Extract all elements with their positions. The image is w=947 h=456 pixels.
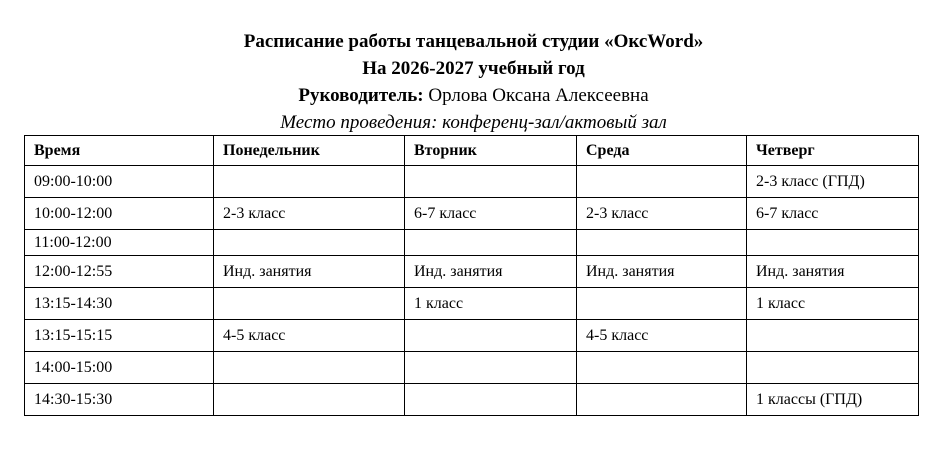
cell-time: 12:00-12:55 bbox=[25, 256, 214, 288]
cell-thursday: 2-3 класс (ГПД) bbox=[747, 166, 919, 198]
cell-wednesday bbox=[577, 288, 747, 320]
cell-thursday: 6-7 класс bbox=[747, 198, 919, 230]
cell-tuesday bbox=[405, 320, 577, 352]
column-header-time: Время bbox=[25, 136, 214, 166]
column-header-thursday: Четверг bbox=[747, 136, 919, 166]
cell-wednesday: 2-3 класс bbox=[577, 198, 747, 230]
cell-tuesday bbox=[405, 352, 577, 384]
cell-monday bbox=[214, 288, 405, 320]
cell-time: 14:00-15:00 bbox=[25, 352, 214, 384]
document-title: Расписание работы танцевальной студии «ОксWord» bbox=[243, 31, 704, 52]
cell-time: 13:15-15:15 bbox=[25, 320, 214, 352]
table-row bbox=[25, 230, 919, 256]
cell-thursday: 1 классы (ГПД) bbox=[747, 384, 919, 416]
cell-monday: 4-5 класс bbox=[214, 320, 405, 352]
cell-time: 14:30-15:30 bbox=[25, 384, 214, 416]
cell-thursday bbox=[747, 230, 919, 256]
cell-tuesday bbox=[405, 166, 577, 198]
cell-tuesday: 1 класс bbox=[405, 288, 577, 320]
leader-line bbox=[0, 84, 947, 108]
cell-monday: Инд. занятия bbox=[214, 256, 405, 288]
table-row bbox=[25, 256, 919, 288]
cell-tuesday: 6-7 класс bbox=[405, 198, 577, 230]
cell-wednesday bbox=[577, 384, 747, 416]
cell-thursday: Инд. занятия bbox=[747, 256, 919, 288]
table-row bbox=[25, 320, 919, 352]
cell-time: 09:00-10:00 bbox=[25, 166, 214, 198]
cell-monday: 2-3 класс bbox=[214, 198, 405, 230]
cell-tuesday bbox=[405, 230, 577, 256]
cell-wednesday bbox=[577, 166, 747, 198]
leader-name: Орлова Оксана Алексеевна bbox=[428, 85, 649, 106]
schedule-table bbox=[24, 135, 919, 416]
table-row bbox=[25, 384, 919, 416]
cell-thursday: 1 класс bbox=[747, 288, 919, 320]
table-header-row bbox=[25, 136, 919, 166]
column-header-tuesday: Вторник bbox=[405, 136, 577, 166]
cell-wednesday: Инд. занятия bbox=[577, 256, 747, 288]
cell-monday bbox=[214, 166, 405, 198]
cell-time: 10:00-12:00 bbox=[25, 198, 214, 230]
cell-tuesday: Инд. занятия bbox=[405, 256, 577, 288]
table-row bbox=[25, 198, 919, 230]
cell-monday bbox=[214, 384, 405, 416]
academic-year: На 2026-2027 учебный год bbox=[362, 58, 585, 79]
leader-label: Руководитель: bbox=[298, 85, 424, 106]
column-header-monday: Понедельник bbox=[214, 136, 405, 166]
cell-wednesday: 4-5 класс bbox=[577, 320, 747, 352]
cell-monday bbox=[214, 230, 405, 256]
cell-thursday bbox=[747, 320, 919, 352]
cell-time: 13:15-14:30 bbox=[25, 288, 214, 320]
cell-wednesday bbox=[577, 230, 747, 256]
cell-tuesday bbox=[405, 384, 577, 416]
cell-time: 11:00-12:00 bbox=[25, 230, 214, 256]
location-line: Место проведения: конференц-зал/актовый зал bbox=[280, 112, 667, 133]
table-row bbox=[25, 352, 919, 384]
column-header-wednesday: Среда bbox=[577, 136, 747, 166]
table-row bbox=[25, 288, 919, 320]
cell-thursday bbox=[747, 352, 919, 384]
cell-monday bbox=[214, 352, 405, 384]
table-row bbox=[25, 166, 919, 198]
cell-wednesday bbox=[577, 352, 747, 384]
